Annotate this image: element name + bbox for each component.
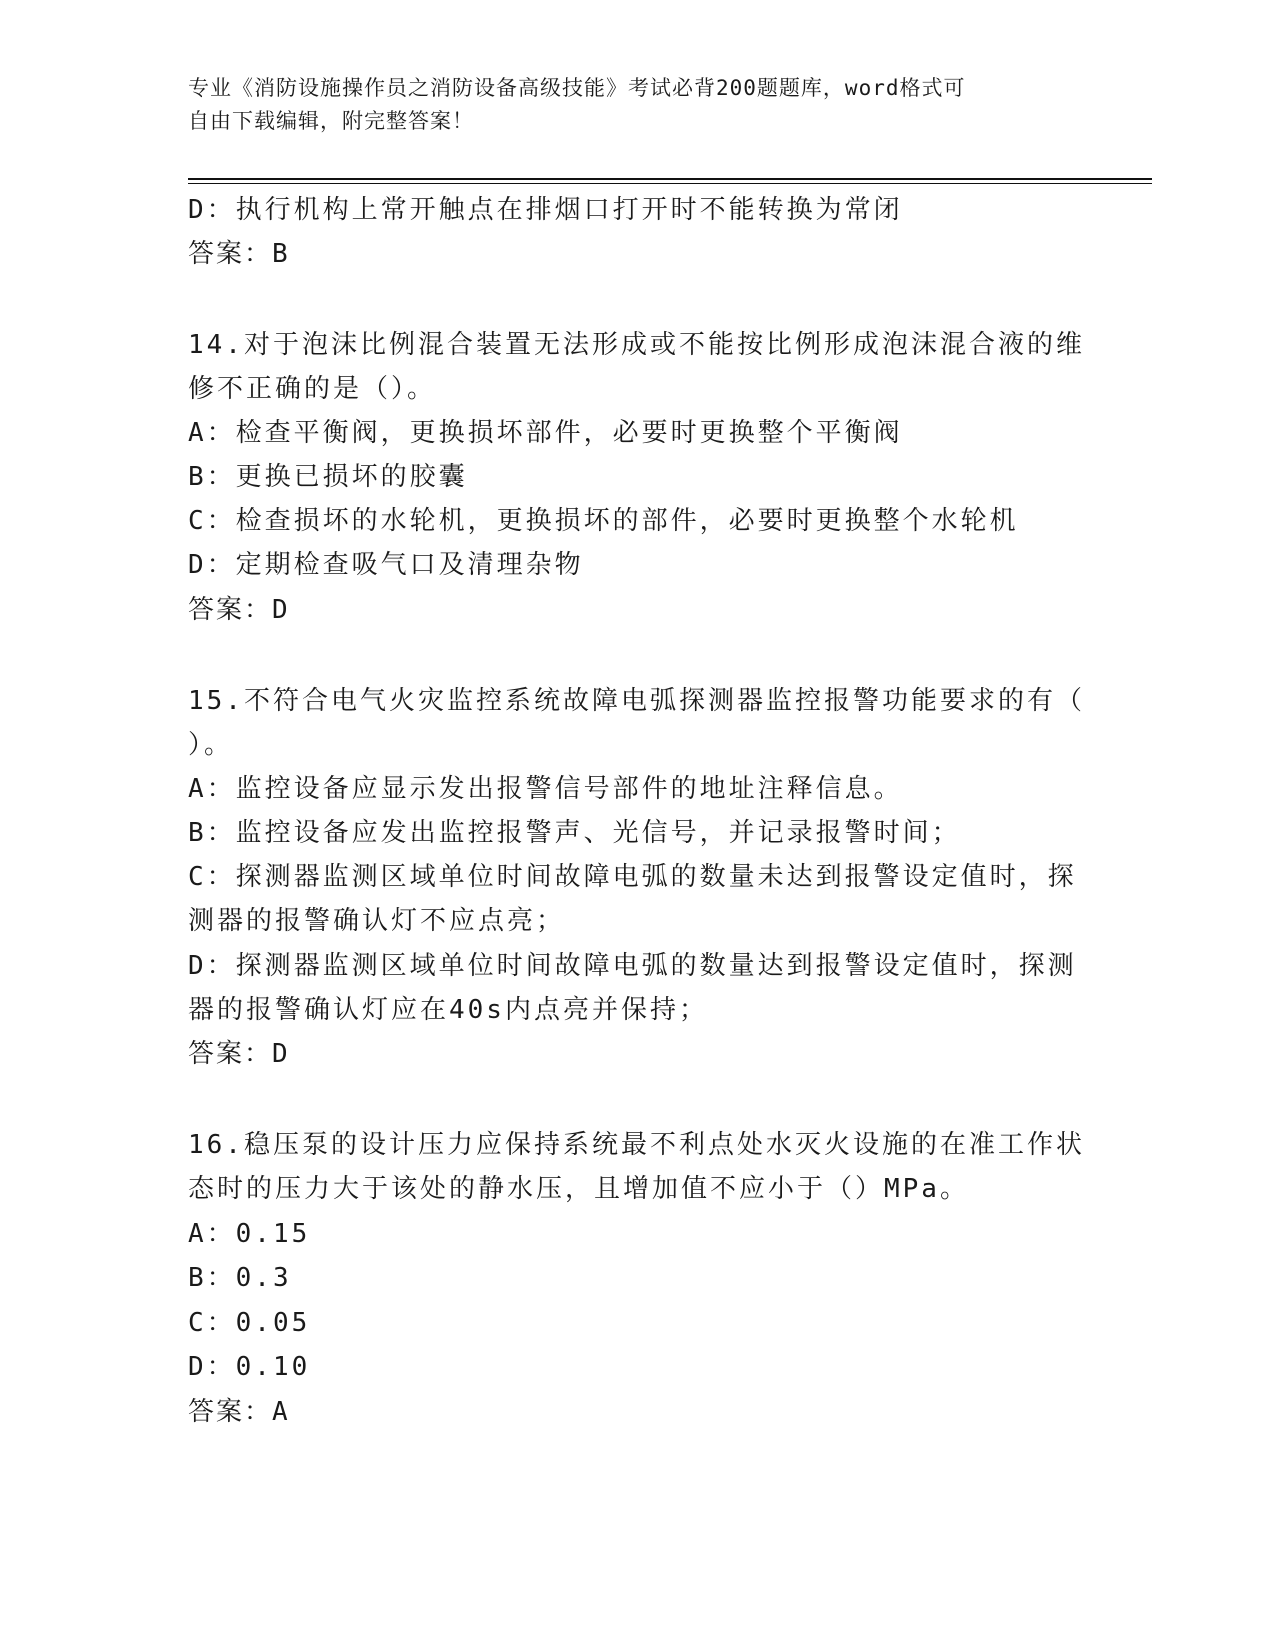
q15-stem-line-1: 15.不符合电气火灾监控系统故障电弧探测器监控报警功能要求的有（ (188, 686, 1085, 716)
header-title-line-2: 自由下载编辑，附完整答案！ (188, 109, 474, 133)
q15-option-a: A：监控设备应显示发出报警信号部件的地址注释信息。 (188, 774, 903, 804)
q15-option-d-line-1: D：探测器监测区域单位时间故障电弧的数量达到报警设定值时，探测 (188, 951, 1077, 981)
header-title-line-1: 专业《消防设施操作员之消防设备高级技能》考试必背200题题库，word格式可 (188, 76, 966, 100)
q14-stem-line-1: 14.对于泡沫比例混合装置无法形成或不能按比例形成泡沫混合液的维 (188, 330, 1085, 360)
q14-answer: 答案：D (188, 595, 290, 625)
q16-option-d: D：0.10 (188, 1352, 311, 1382)
q16-stem-line-2: 态时的压力大于该处的静水压，且增加值不应小于（）MPa。 (188, 1174, 969, 1204)
prev-answer: 答案：B (188, 239, 290, 269)
q16-option-b: B：0.3 (188, 1263, 292, 1293)
q16-option-c: C：0.05 (188, 1308, 311, 1338)
q14-option-d: D：定期检查吸气口及清理杂物 (188, 550, 584, 580)
document-header (188, 72, 1068, 138)
header-divider (188, 178, 1152, 180)
q16-stem-line-1: 16.稳压泵的设计压力应保持系统最不利点处水灭火设施的在准工作状 (188, 1130, 1085, 1160)
header-divider-thin (188, 183, 1152, 184)
q15-option-c-line-1: C：探测器监测区域单位时间故障电弧的数量未达到报警设定值时，探 (188, 862, 1077, 892)
prev-option-d: D：执行机构上常开触点在排烟口打开时不能转换为常闭 (188, 195, 903, 225)
q14-option-b: B：更换已损坏的胶囊 (188, 462, 468, 492)
q15-option-c-line-2: 测器的报警确认灯不应点亮； (188, 906, 566, 936)
q15-option-b: B：监控设备应发出监控报警声、光信号，并记录报警时间； (188, 818, 961, 848)
q14-stem-line-2: 修不正确的是（）。 (188, 374, 437, 404)
q15-option-d-line-2: 器的报警确认灯应在40s内点亮并保持； (188, 995, 708, 1025)
q15-stem-line-2: ）。 (188, 730, 234, 760)
q16-option-a: A：0.15 (188, 1219, 311, 1249)
q14-option-c: C：检查损坏的水轮机，更换损坏的部件，必要时更换整个水轮机 (188, 506, 1019, 536)
q14-option-a: A：检查平衡阀，更换损坏部件，必要时更换整个平衡阀 (188, 418, 903, 448)
q15-answer: 答案：D (188, 1039, 290, 1069)
q16-answer: 答案：A (188, 1397, 290, 1427)
